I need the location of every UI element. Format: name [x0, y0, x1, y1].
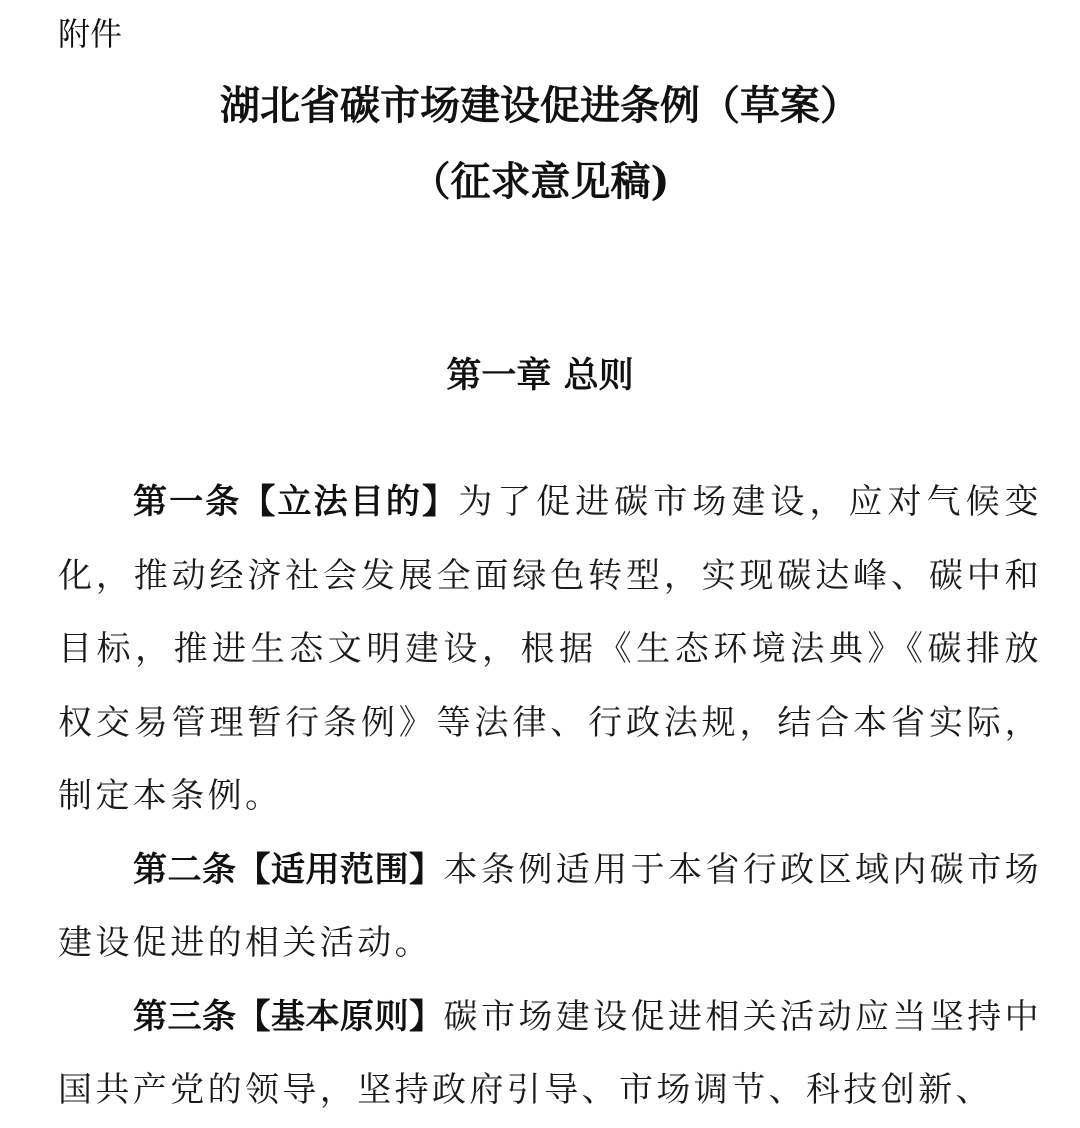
attachment-label: 附件: [58, 15, 123, 53]
article-3-label: 第三条【基本原则】: [133, 996, 444, 1037]
article-1-label: 第一条【立法目的】: [133, 482, 459, 522]
article-3: [58, 981, 1042, 1128]
article-1: [58, 466, 1042, 834]
article-3-text: 碳市场建设促进相关活动应当坚持中国共产党的领导，坚持政府引导、市场调节、科技创新、: [58, 996, 1043, 1110]
document-subtitle: （征求意见稿): [410, 158, 670, 205]
document-body: [58, 466, 1042, 1128]
article-2-text: 本条例适用于本省行政区域内碳市场建设促进的相关活动。: [58, 849, 1043, 963]
article-2: [58, 834, 1042, 981]
chapter-heading: 第一章 总则: [446, 356, 634, 396]
article-1-text: 为了促进碳市场建设，应对气候变化，推动经济社会发展全面绿色转型，实现碳达峰、碳中和目标，推进生态文明建设，根据《生态环境法典》《碳排放权交易管理暂行条例》等法律、行政法规，结合本省实际，制定本条例。: [58, 482, 1043, 816]
article-2-label: 第二条【适用范围】: [133, 849, 444, 890]
document-title: 湖北省碳市场建设促进条例（草案）: [220, 82, 860, 129]
